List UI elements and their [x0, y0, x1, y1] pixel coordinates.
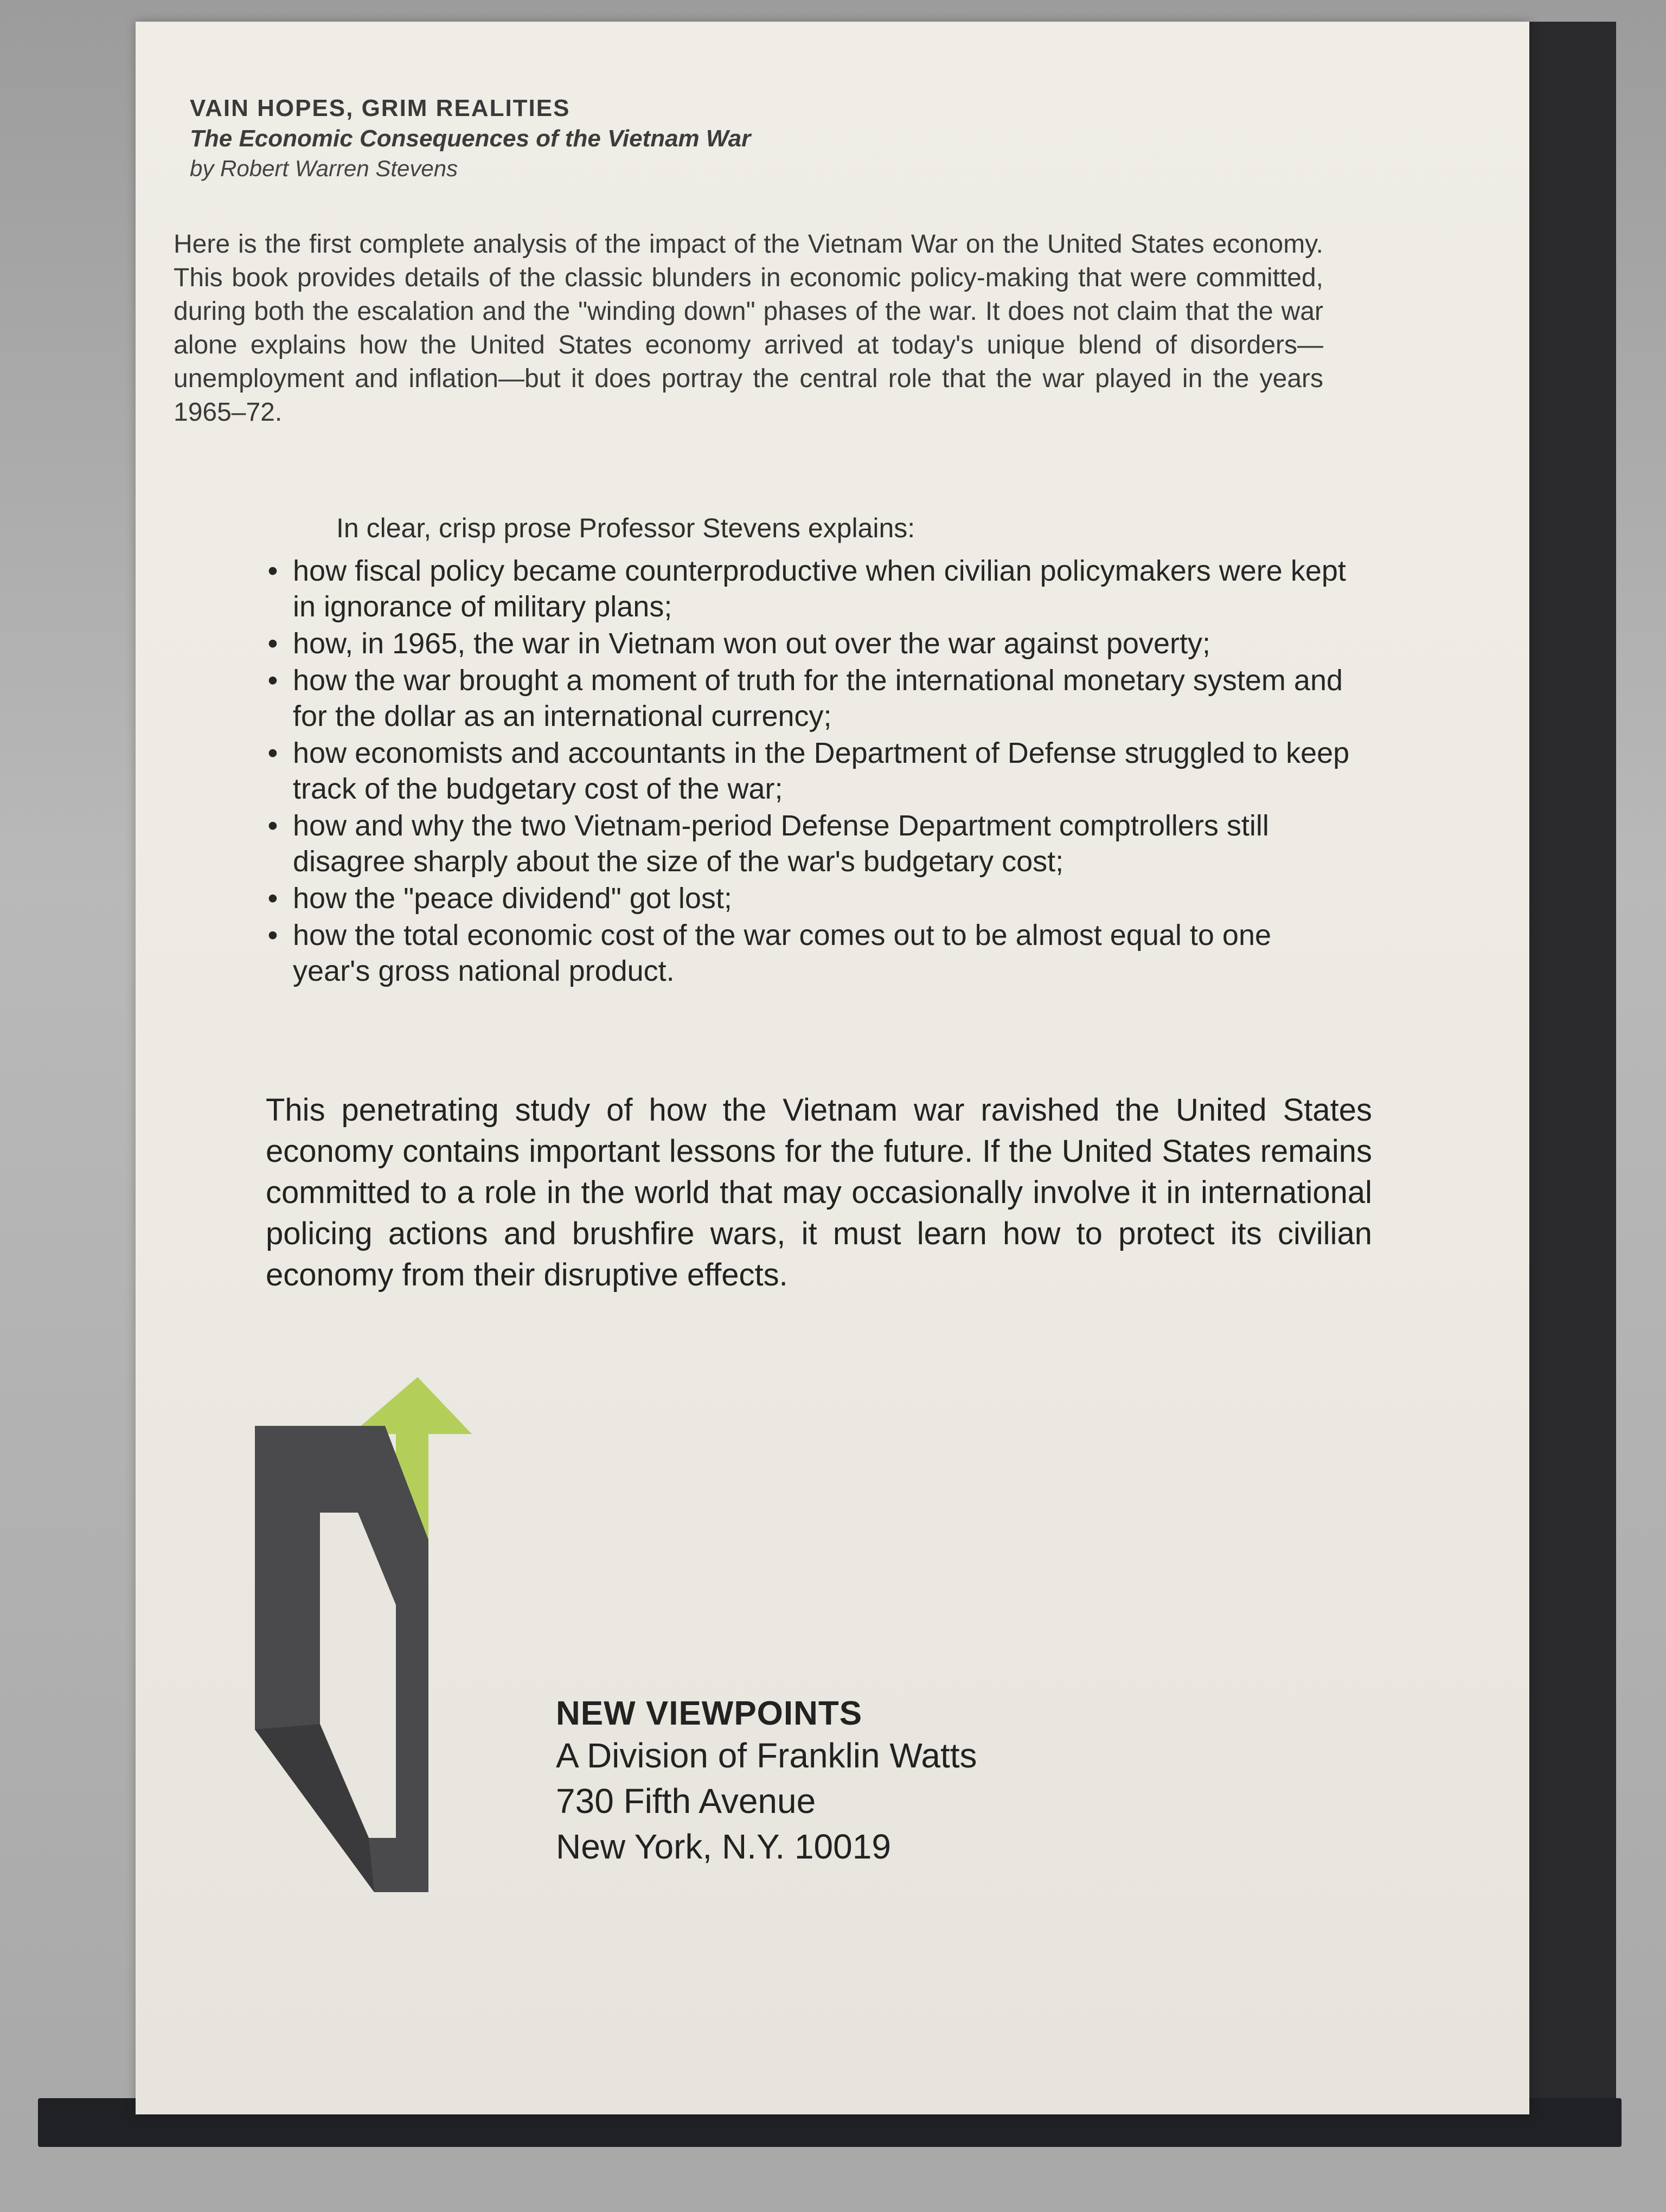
- book-subtitle: The Economic Consequences of the Vietnam War: [190, 125, 751, 152]
- publisher-name: NEW VIEWPOINTS: [556, 1695, 863, 1732]
- list-item-text: how economists and accountants in the Department of Defense struggled to keep track of the budgetary cost of the war;: [293, 737, 1350, 805]
- explains-list: [267, 553, 1356, 990]
- book-spine-edge: [1529, 22, 1616, 2136]
- new-viewpoints-logo: [239, 1377, 575, 1892]
- publisher-block: [556, 1694, 1315, 1869]
- list-item-text: how the "peace dividend" got lost;: [293, 882, 732, 915]
- list-item: [267, 735, 1356, 807]
- book-header: [190, 95, 1383, 182]
- bullet-icon: •: [267, 809, 278, 842]
- book-title: VAIN HOPES, GRIM REALITIES: [190, 95, 571, 121]
- bullet-icon: •: [267, 737, 278, 769]
- list-item: [267, 808, 1356, 879]
- list-item: [267, 553, 1356, 625]
- bullet-icon: •: [267, 627, 278, 660]
- list-item: [267, 626, 1356, 661]
- list-item-text: how the total economic cost of the war comes out to be almost equal to one year's gross national product.: [293, 919, 1272, 987]
- intro-paragraph: Here is the first complete analysis of the impact of the Vietnam War on the United States economy. This book provides details of the classic blunders in economic policy-making that were committed, during both the escalation and the "winding down" phases of the war. It does not claim that the war alone explains how the United States economy arrived at today's unique blend of disorders—unemployment and inflation—but it does portray the central role that the war played in the years 1965–72.: [174, 230, 1323, 427]
- list-item-text: how the war brought a moment of truth for the international monetary system and for the dollar as an international currency;: [293, 664, 1343, 732]
- bullet-icon: •: [267, 919, 278, 951]
- list-item: [267, 663, 1356, 734]
- list-item-text: how, in 1965, the war in Vietnam won out over the war against poverty;: [293, 627, 1210, 660]
- list-item: [267, 880, 1356, 916]
- book-author: by Robert Warren Stevens: [190, 156, 458, 181]
- list-item: [267, 917, 1356, 989]
- bullet-icon: •: [267, 664, 278, 697]
- list-item-text: how fiscal policy became counterproductive when civilian policymakers were kept in ignorance of military plans;: [293, 555, 1346, 623]
- publisher-division: A Division of Franklin Watts: [556, 1736, 977, 1775]
- closing-paragraph: This penetrating study of how the Vietnam war ravished the United States economy contains important lessons for the future. If the United States remains committed to a role in the world that may occasionally involve it in international policing actions and brushfire wars, it must learn how to protect its civilian economy from their disruptive effects.: [266, 1092, 1372, 1293]
- publisher-city: New York, N.Y. 10019: [556, 1827, 891, 1866]
- publisher-street: 730 Fifth Avenue: [556, 1782, 816, 1821]
- bullet-icon: •: [267, 555, 278, 587]
- explains-heading: In clear, crisp prose Professor Stevens explains:: [336, 513, 915, 543]
- list-item-text: how and why the two Vietnam-period Defense Department comptrollers still disagree sharply about the size of the war's budgetary cost;: [293, 809, 1269, 878]
- bullet-icon: •: [267, 882, 278, 915]
